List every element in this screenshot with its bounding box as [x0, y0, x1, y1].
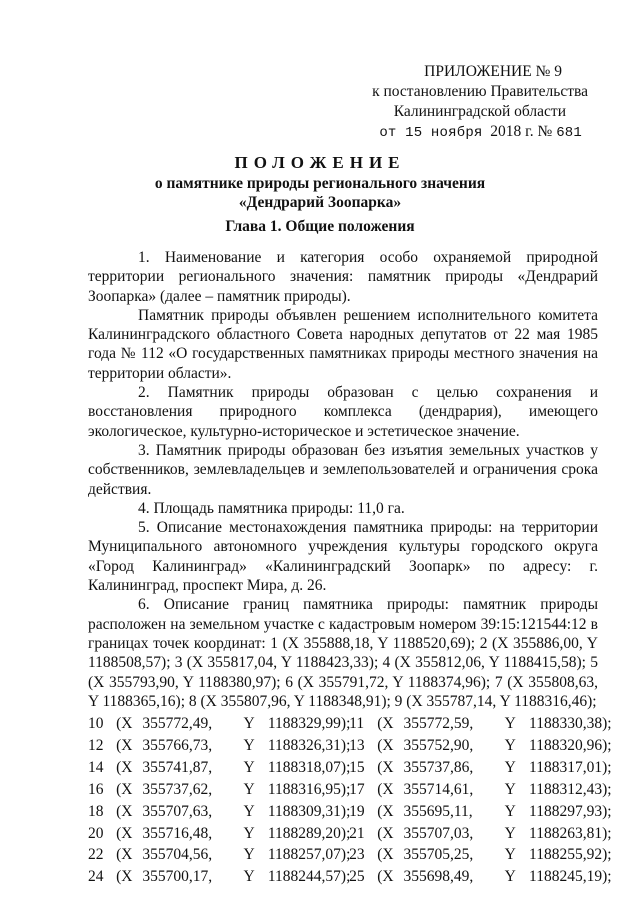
- spacer: [339, 844, 349, 866]
- x-value: 355716,48,: [142, 824, 213, 842]
- paragraph: 5. Описание местонахождения памятника природы: на территории Муниципального автономного учреждения культуры городского округа «Город Калининград» «Калининградский Зоопарк» по адресу: г. Калининград, проспект Мира, д. 26.: [88, 519, 598, 595]
- x-label: (X: [116, 868, 133, 886]
- y-value: 1188297,93);: [529, 802, 612, 820]
- title-main: ПОЛОЖЕНИЕ: [234, 153, 406, 172]
- x-label: (X: [116, 758, 133, 776]
- x-value: 355737,86,: [403, 758, 474, 776]
- coordinate-row: [88, 757, 612, 779]
- x-value: 355741,87,: [142, 758, 213, 776]
- y-value: 1188289,20);: [267, 824, 351, 842]
- coordinate-row: [88, 735, 612, 757]
- y-value: 1188330,38);: [529, 715, 612, 732]
- y-value: 1188320,96);: [529, 736, 612, 754]
- x-label: (X: [116, 736, 133, 754]
- paragraph: 1. Наименование и категория особо охраняемой природной территории регионального значения: памятник природы «Дендрарий Зоопарка» (далее – памятник природы).: [88, 249, 598, 305]
- y-value: 1188257,07);: [267, 846, 351, 864]
- x-value: 355707,63,: [142, 802, 213, 820]
- spacer: [339, 779, 349, 801]
- y-label: Y: [243, 758, 255, 776]
- x-label: (X: [377, 868, 394, 886]
- spacer: [339, 866, 349, 888]
- x-label: (X: [377, 802, 394, 820]
- document-title: [0, 152, 640, 212]
- point-number: 18: [88, 802, 104, 820]
- paragraph: Памятник природы объявлен решением исполнительного комитета Калининградского областного Совета народных депутатов от 22 мая 1985 года № 112 «О государственных памятниках природы местного значения на территории области».: [88, 306, 598, 382]
- x-label: (X: [116, 846, 133, 864]
- y-value: 1188326,31);: [267, 736, 351, 754]
- title-subtitle: о памятнике природы регионального значения: [154, 175, 486, 192]
- x-value: 355707,03,: [403, 824, 474, 842]
- x-value: 355752,90,: [403, 736, 474, 754]
- point-number: 16: [88, 780, 104, 798]
- x-value: 355766,73,: [142, 736, 213, 754]
- x-label: (X: [116, 802, 133, 820]
- x-value: 355695,11,: [403, 802, 473, 820]
- y-value: 1188255,92);: [529, 846, 612, 864]
- title-name: «Дендрарий Зоопарка»: [238, 194, 402, 211]
- y-label: Y: [504, 736, 516, 754]
- handwritten-number: 681: [556, 125, 582, 141]
- point-number: 17: [349, 780, 365, 798]
- coordinate-row: [88, 823, 612, 845]
- x-label: (X: [377, 824, 394, 842]
- coordinate-row: [88, 713, 612, 735]
- x-label: (X: [377, 846, 394, 864]
- point-number: 23: [349, 846, 365, 864]
- y-value: 1188244,57);: [267, 868, 351, 886]
- paragraph: 3. Памятник природы образован без изъятия земельных участков у собственников, землевладельцев и землепользователей и ограничения срока действия.: [88, 441, 598, 498]
- y-label: Y: [504, 868, 516, 886]
- document-body: [88, 248, 598, 711]
- x-label: (X: [116, 824, 133, 842]
- point-number: 11: [349, 715, 365, 732]
- point-number: 12: [88, 736, 104, 754]
- spacer: [339, 823, 349, 845]
- y-label: Y: [243, 780, 255, 798]
- x-value: 355714,61,: [403, 780, 474, 798]
- y-value: 1188317,01);: [529, 758, 612, 776]
- y-value: 1188309,31);: [267, 802, 351, 820]
- appendix-region-line: Калининградской области: [393, 103, 566, 120]
- y-label: Y: [243, 715, 255, 732]
- x-label: (X: [377, 715, 394, 732]
- y-label: Y: [504, 780, 516, 798]
- x-label: (X: [377, 780, 394, 798]
- handwritten-date: от 15 ноября: [379, 125, 483, 141]
- y-label: Y: [243, 736, 255, 754]
- y-value: 1188329,99);: [267, 715, 351, 732]
- x-value: 355700,17,: [142, 868, 213, 886]
- y-value: 1188245,19);: [529, 868, 612, 886]
- x-label: (X: [116, 715, 133, 732]
- x-value: 355772,49,: [142, 715, 213, 732]
- y-value: 1188318,07);: [267, 758, 351, 776]
- x-value: 355705,25,: [403, 846, 474, 864]
- x-value: 355772,59,: [403, 715, 474, 732]
- coordinate-list: [88, 713, 612, 888]
- point-number: 13: [349, 736, 365, 754]
- point-number: 19: [349, 802, 365, 820]
- x-label: (X: [377, 758, 394, 776]
- appendix-header: [348, 62, 588, 143]
- spacer: [339, 735, 349, 757]
- y-label: Y: [504, 802, 516, 820]
- appendix-date-line: [348, 122, 588, 143]
- x-value: 355698,49,: [403, 868, 474, 886]
- spacer: [339, 757, 349, 779]
- y-label: Y: [504, 715, 516, 732]
- coordinate-row: [88, 844, 612, 866]
- coordinate-row: [88, 779, 612, 801]
- point-number: 25: [349, 868, 365, 886]
- appendix-resolution-line: к постановлению Правительства: [372, 83, 588, 100]
- y-label: Y: [504, 824, 516, 842]
- y-value: 1188263,81);: [529, 824, 612, 842]
- y-value: 1188316,95);: [267, 780, 351, 798]
- date-year: 2018 г. №: [490, 123, 553, 140]
- y-label: Y: [504, 758, 516, 776]
- x-label: (X: [377, 736, 394, 754]
- point-number: 24: [88, 868, 104, 886]
- paragraph: 6. Описание границ памятника природы: памятник природы расположен на земельном участке с кадастровым номером 39:15:121544:12 в границах точек координат: 1 (X 355888,18, Y 1188520,69); 2 (X 355886,00, Y 1188508,57); 3 (X 355817,04, Y 1188423,33); 4 (X 355812,06, Y 1188415,58); 5 (X 355793,90, Y 1188380,97); 6 (X 355791,72, Y 1188374,96); 7 (X 355808,63, Y 1188365,16); 8 (X 355807,96, Y 1188348,91); 9 (X 355787,14, Y 1188316,46);: [88, 596, 598, 710]
- point-number: 22: [88, 846, 104, 864]
- point-number: 10: [88, 715, 104, 732]
- y-value: 1188312,43);: [529, 780, 612, 798]
- point-number: 14: [88, 758, 104, 776]
- y-label: Y: [243, 802, 255, 820]
- paragraph: 4. Площадь памятника природы: 11,0 га.: [138, 499, 405, 517]
- paragraph: 2. Памятник природы образован с целью сохранения и восстановления природного комплекса (дендрария), имеющего экологическое, культурно-историческое и эстетическое значение.: [88, 384, 598, 440]
- spacer: [339, 801, 349, 823]
- y-label: Y: [243, 824, 255, 842]
- appendix-number: ПРИЛОЖЕНИЕ № 9: [424, 63, 562, 80]
- y-label: Y: [243, 868, 255, 886]
- x-label: (X: [116, 780, 133, 798]
- point-number: 20: [88, 824, 104, 842]
- x-value: 355704,56,: [142, 846, 213, 864]
- x-value: 355737,62,: [142, 780, 213, 798]
- y-label: Y: [504, 846, 516, 864]
- chapter-heading: Глава 1. Общие положения: [225, 218, 415, 235]
- point-number: 21: [349, 824, 365, 842]
- coordinate-row: [88, 866, 612, 888]
- point-number: 15: [349, 758, 365, 776]
- coordinate-row: [88, 801, 612, 823]
- y-label: Y: [243, 846, 255, 864]
- spacer: [339, 713, 349, 735]
